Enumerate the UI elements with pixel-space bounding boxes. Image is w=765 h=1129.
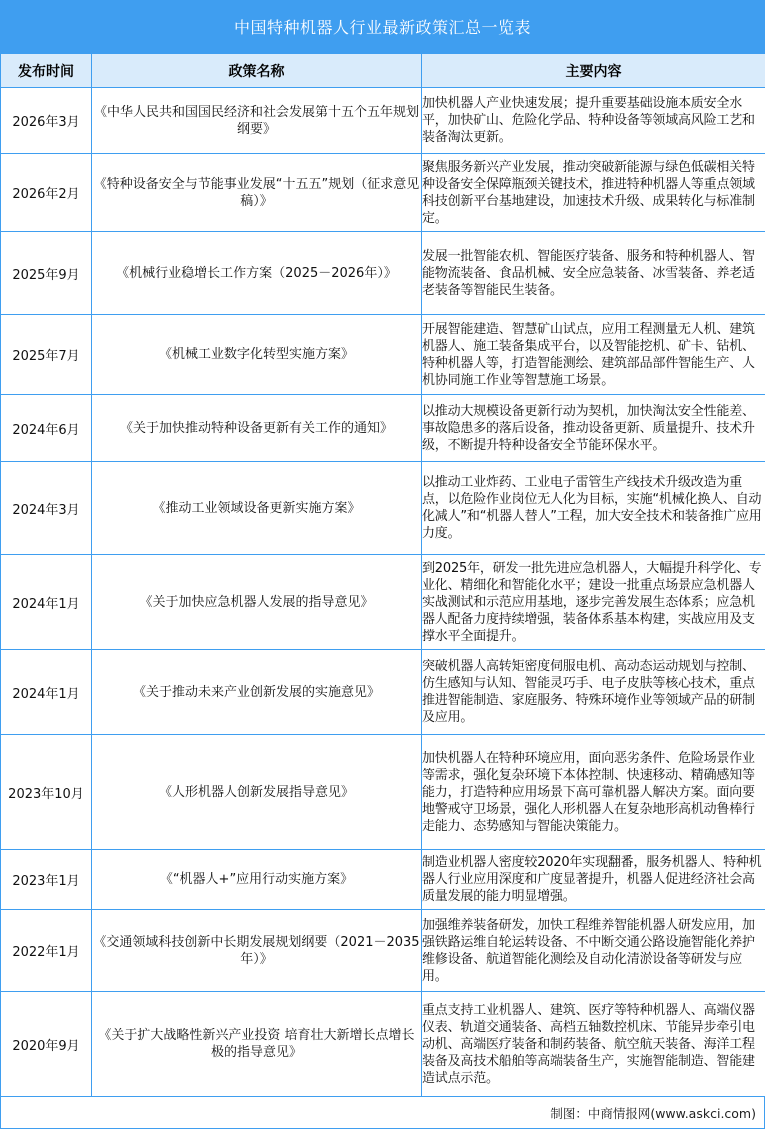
policy-content: 发展一批智能农机、智能医疗装备、服务和特种机器人、智能物流装备、食品机械、安全应急装备、冰雪装备、养老适老装备等智能民生装备。: [422, 232, 765, 315]
policy-name: 《中华人民共和国国民经济和社会发展第十五个五年规划纲要》: [92, 88, 422, 154]
table-row: [1, 395, 765, 462]
column-header-content: 主要内容: [422, 54, 765, 88]
policy-name: 《特种设备安全与节能事业发展“十五五”规划（征求意见稿）》: [92, 154, 422, 232]
policy-content: 加强维养装备研发，加快工程维养智能机器人研发应用，加强铁路运维自轮运转设备、不中断交通公路设施智能化养护维修设备、航道智能化测绘及自动化清淤设备等研发与应用。: [422, 910, 765, 992]
release-date: 2024年3月: [1, 462, 92, 555]
table-row: [1, 154, 765, 232]
release-date: 2023年1月: [1, 850, 92, 910]
table-row: [1, 555, 765, 650]
policy-content: 到2025年，研发一批先进应急机器人，大幅提升科学化、专业化、精细化和智能化水平；建设一批重点场景应急机器人实战测试和示范应用基地，逐步完善发展生态体系；应急机器人配备力度持续增强，装备体系基本构建，实战应用及支撑水平全面提升。: [422, 555, 765, 650]
release-date: 2026年3月: [1, 88, 92, 154]
policy-name: 《“机器人+”应用行动实施方案》: [92, 850, 422, 910]
release-date: 2026年2月: [1, 154, 92, 232]
table-row: [1, 650, 765, 735]
release-date: 2025年9月: [1, 232, 92, 315]
table-row: [1, 88, 765, 154]
table-row: [1, 992, 765, 1097]
policy-content: 开展智能建造、智慧矿山试点，应用工程测量无人机、建筑机器人、施工装备集成平台，以及智能挖机、矿卡、钻机、特种机器人等，打造智能测绘、建筑部品部件智能生产、人机协同施工作业等智慧施工场景。: [422, 315, 765, 395]
policy-content: 加快机器人产业快速发展；提升重要基础设施本质安全水平，加快矿山、危险化学品、特种设备等领域高风险工艺和装备淘汰更新。: [422, 88, 765, 154]
policy-content: 制造业机器人密度较2020年实现翻番，服务机器人、特种机器人行业应用深度和广度显著提升，机器人促进经济社会高质量发展的能力明显增强。: [422, 850, 765, 910]
policy-content: 重点支持工业机器人、建筑、医疗等特种机器人、高端仪器仪表、轨道交通装备、高档五轴数控机床、节能异步牵引电动机、高端医疗装备和制药装备、航空航天装备、海洋工程装备及高技术船舶等高端装备生产，实施智能制造、智能建造试点示范。: [422, 992, 765, 1097]
policy-name: 《机械行业稳增长工作方案（2025－2026年）》: [92, 232, 422, 315]
policy-name: 《关于加快推动特种设备更新有关工作的通知》: [92, 395, 422, 462]
policy-content: 以推动大规模设备更新行动为契机，加快淘汰安全性能差、事故隐患多的落后设备，推动设备更新、质量提升、技术升级，不断提升特种设备安全节能环保水平。: [422, 395, 765, 462]
column-header-policy-name: 政策名称: [92, 54, 422, 88]
policy-content: 加快机器人在特种环境应用，面向恶劣条件、危险场景作业等需求，强化复杂环境下本体控制、快速移动、精确感知等能力，打造特种应用场景下高可靠机器人解决方案。面向要地警戒守卫场景，强化人形机器人在复杂地形高机动鲁棒行走能力、态势感知与智能决策能力。: [422, 735, 765, 850]
release-date: 2025年7月: [1, 315, 92, 395]
release-date: 2023年10月: [1, 735, 92, 850]
release-date: 2024年1月: [1, 555, 92, 650]
release-date: 2024年1月: [1, 650, 92, 735]
release-date: 2022年1月: [1, 910, 92, 992]
source-credit: 制图：中商情报网(www.askci.com): [0, 1097, 765, 1129]
header-row: [1, 54, 765, 88]
release-date: 2020年9月: [1, 992, 92, 1097]
table-row: [1, 850, 765, 910]
policy-name: 《交通领域科技创新中长期发展规划纲要（2021－2035年）》: [92, 910, 422, 992]
policy-name: 《人形机器人创新发展指导意见》: [92, 735, 422, 850]
policy-content: 突破机器人高转矩密度伺服电机、高动态运动规划与控制、仿生感知与认知、智能灵巧手、电子皮肤等核心技术，重点推进智能制造、家庭服务、特殊环境作业等领域产品的研制及应用。: [422, 650, 765, 735]
table-row: [1, 315, 765, 395]
column-header-date: 发布时间: [1, 54, 92, 88]
policy-name: 《推动工业领域设备更新实施方案》: [92, 462, 422, 555]
policy-table: [0, 53, 765, 1097]
policy-name: 《关于扩大战略性新兴产业投资 培育壮大新增长点增长极的指导意见》: [92, 992, 422, 1097]
table-row: [1, 232, 765, 315]
table-title: 中国特种机器人行业最新政策汇总一览表: [0, 0, 765, 53]
table-row: [1, 462, 765, 555]
policy-name: 《关于推动未来产业创新发展的实施意见》: [92, 650, 422, 735]
policy-content: 以推动工业炸药、工业电子雷管生产线技术升级改造为重点，以危险作业岗位无人化为目标，实施“机械化换人、自动化减人”和“机器人替人”工程，加大安全技术和装备推广应用力度。: [422, 462, 765, 555]
policy-name: 《机械工业数字化转型实施方案》: [92, 315, 422, 395]
table-row: [1, 735, 765, 850]
policy-content: 聚焦服务新兴产业发展，推动突破新能源与绿色低碳相关特种设备安全保障瓶颈关键技术，推进特种机器人等重点领域科技创新平台基地建设，加速技术升级、成果转化与标准制定。: [422, 154, 765, 232]
release-date: 2024年6月: [1, 395, 92, 462]
table-row: [1, 910, 765, 992]
policy-name: 《关于加快应急机器人发展的指导意见》: [92, 555, 422, 650]
